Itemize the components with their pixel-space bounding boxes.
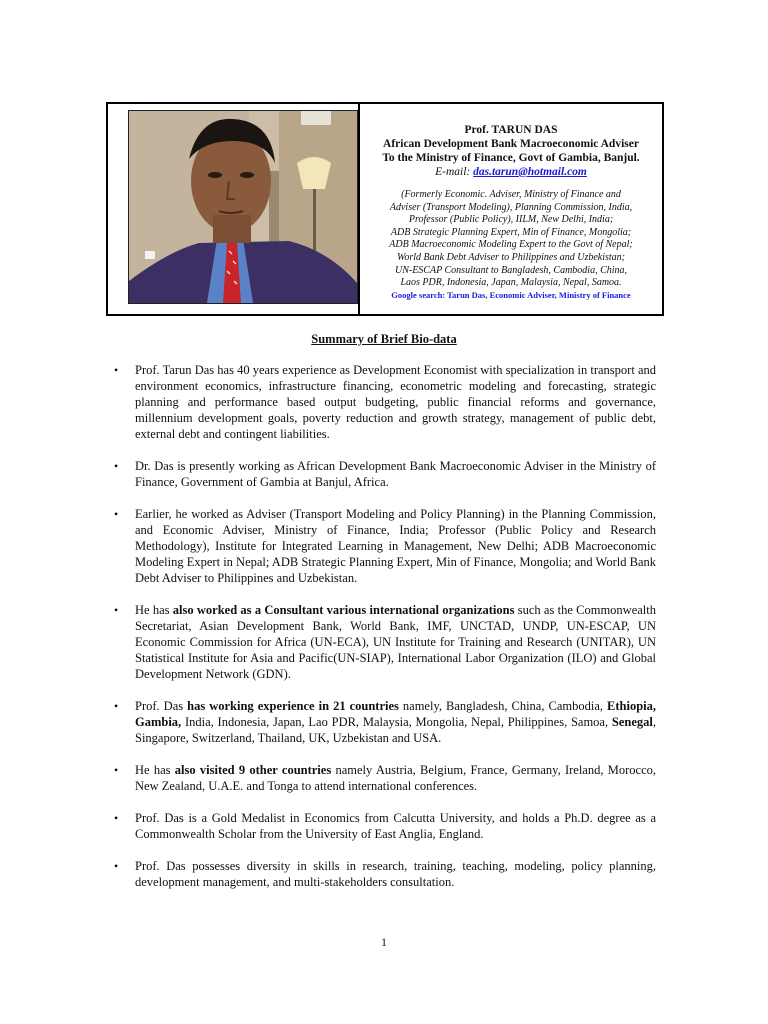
list-item [114, 858, 656, 890]
bullet-icon: • [114, 859, 119, 873]
bullet-text: He has [135, 603, 173, 617]
bullet-text: India, Indonesia, Japan, Lao PDR, Malaysia, Mongolia, Nepal, Philippines, Samoa, [181, 715, 612, 729]
former-line: Professor (Public Policy), IILM, New Delhi, India; [408, 214, 614, 226]
list-item [114, 362, 656, 442]
former-line: Laos PDR, Indonesia, Japan, Malaysia, Nepal, Samoa. [400, 277, 622, 289]
email-line [360, 165, 662, 179]
job-title-line-1: African Development Bank Macroeconomic Adviser [383, 138, 639, 150]
bullet-text: Prof. Das possesses diversity in skills in research, training, teaching, modeling, policy planning, development management, and multi-stakeholders consultation. [135, 859, 656, 889]
former-positions [360, 189, 662, 290]
bullet-text: He has [135, 763, 175, 777]
bullet-text: namely Austria, Belgium, France, Germany, Ireland, Morocco, New Zealand, U.A.E. and Tonga to attend international conferences. [135, 763, 656, 793]
bullet-text-bold: also worked as a Consultant various international organizations [172, 603, 515, 617]
former-line: (Formerly Economic. Adviser, Ministry of Finance and [401, 189, 621, 200]
profile-photo [128, 110, 358, 304]
bullet-text: Dr. Das is presently working as African Development Bank Macroeconomic Adviser in the Ministry of Finance, Government of Gambia at Banjul, Africa. [135, 459, 656, 489]
bullet-icon: • [114, 459, 119, 473]
bullet-text: Prof. Tarun Das has 40 years experience as Development Economist with specialization in transport and environment economics, infrastructure financing, econometric modeling and forecasting, strategic planning and performance based output budgeting, public financial reforms and governance, millennium development goals, poverty reduction and growth strategy, management of public debt, external debt and contingent liabilities. [135, 363, 656, 441]
bio-bullet-list [114, 362, 656, 906]
contact-info [360, 104, 662, 314]
bio-header-box [106, 102, 664, 316]
bullet-text-bold: also visited 9 other countries [174, 763, 332, 777]
email-link[interactable]: das.tarun@hotmail.com [473, 166, 587, 178]
former-line: Adviser (Transport Modeling), Planning Commission, India, [389, 201, 633, 213]
email-label: E-mail: [435, 166, 471, 178]
page-number: 1 [381, 935, 387, 949]
bullet-text-bold: Ethiopia, Gambia, [135, 699, 656, 729]
summary-heading: Summary of Brief Bio-data [311, 332, 457, 346]
list-item [114, 458, 656, 490]
former-line: ADB Strategic Planning Expert, Min of Finance, Mongolia; [390, 226, 632, 238]
bullet-icon: • [114, 699, 119, 713]
former-line: UN-ESCAP Consultant to Bangladesh, Cambodia, China, [394, 264, 628, 276]
list-item [114, 506, 656, 586]
bullet-text-bold: Senegal [611, 715, 653, 729]
bullet-text: namely, Bangladesh, China, Cambodia, [398, 699, 608, 713]
list-item [114, 762, 656, 794]
bullet-text: Prof. Das is a Gold Medalist in Economics from Calcutta University, and holds a Ph.D. degree as a Commonwealth Scholar from the University of East Anglia, England. [135, 811, 656, 841]
bullet-icon: • [114, 363, 119, 377]
list-item [114, 810, 656, 842]
google-search-note: Google search: Tarun Das, Economic Adviser, Ministry of Finance [391, 289, 631, 300]
bullet-text: Prof. Das [135, 699, 188, 713]
bullet-icon: • [114, 603, 119, 617]
former-line: World Bank Debt Adviser to Philippines and Uzbekistan; [396, 251, 626, 263]
former-line: ADB Macroeconomic Modeling Expert to the Govt of Nepal; [389, 239, 633, 251]
bullet-text: such as the Commonwealth Secretariat, Asian Development Bank, World Bank, IMF, UNCTAD, UNDP, UN-ESCAP, UN Economic Commission for Africa (UN-ECA), UN Institute for Training and Research (UNITAR), UN Statistical Institute for Asia and Pacific(UN-SIAP), International Labor Organization (ILO) and Global Development Network (GDN). [135, 603, 656, 681]
bullet-icon: • [114, 811, 119, 825]
person-name: Prof. TARUN DAS [464, 124, 558, 136]
photo-cell [108, 104, 360, 314]
bullet-text: , Singapore, Switzerland, Thailand, UK, Uzbekistan and USA. [135, 715, 656, 745]
bullet-text-bold: has working experience in 21 countries [187, 699, 399, 713]
job-title-line-2: To the Ministry of Finance, Govt of Gambia, Banjul. [382, 152, 640, 164]
bullet-icon: • [114, 507, 119, 521]
bullet-icon: • [114, 763, 119, 777]
bullet-text: Earlier, he worked as Adviser (Transport Modeling and Policy Planning) in the Planning Commission, and Economic Adviser, Ministry of Finance, India; Professor (Public Policy and Research Methodology), Institute for Integrated Learning in Management, New Delhi; ADB Macroeconomic Modeling Expert in Nepal; ADB Strategic Planning Expert, Min of Finance, Mongolia; and World Bank Debt Adviser to Philippines and Uzbekistan. [135, 507, 656, 585]
list-item [114, 602, 656, 682]
list-item [114, 698, 656, 746]
